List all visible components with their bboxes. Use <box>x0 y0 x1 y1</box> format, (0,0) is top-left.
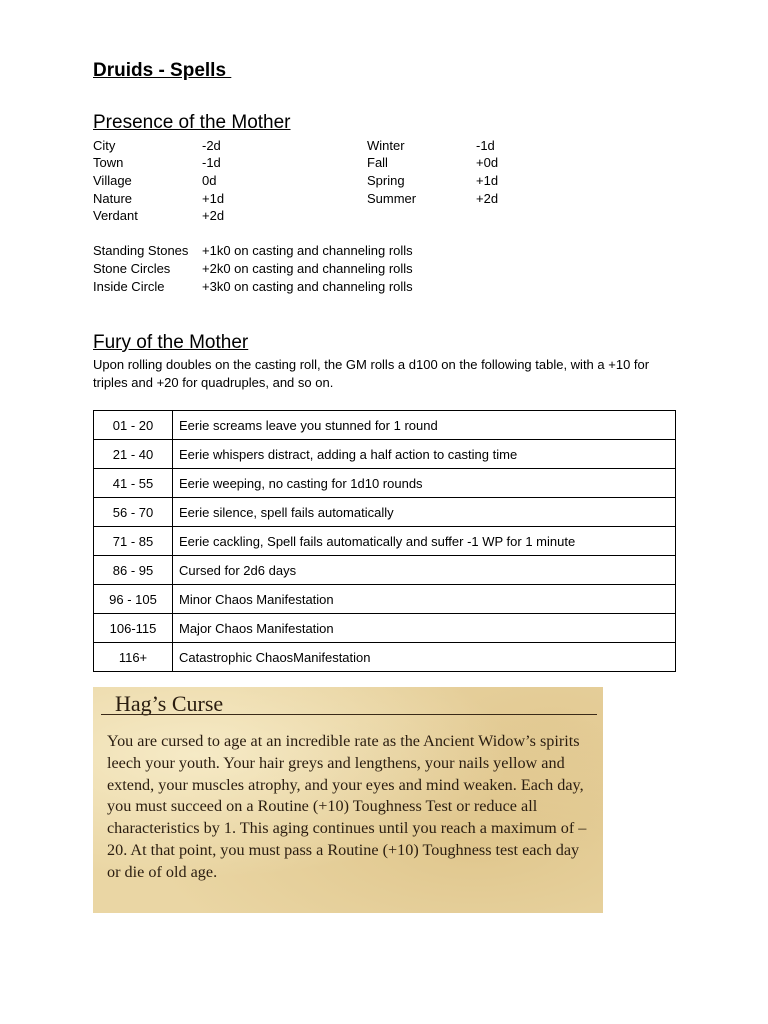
location-label: Town <box>93 155 124 170</box>
season-label: Fall <box>367 155 388 170</box>
stone-value: +1k0 on casting and channeling rolls <box>202 243 413 258</box>
season-value: +1d <box>476 173 499 188</box>
stone-label: Standing Stones <box>93 243 189 258</box>
location-value: -2d <box>202 138 221 153</box>
season-value: +0d <box>476 155 499 170</box>
stone-label: Stone Circles <box>93 261 171 276</box>
location-value: +1d <box>202 191 225 206</box>
presence-heading: Presence of the Mother <box>93 112 291 133</box>
location-value: -1d <box>202 155 221 170</box>
roll-range: 96 - 105 <box>94 585 173 614</box>
table-row <box>94 469 676 498</box>
stone-value: +3k0 on casting and channeling rolls <box>202 279 413 294</box>
roll-range: 41 - 55 <box>94 469 173 498</box>
season-value: +2d <box>476 191 499 206</box>
roll-range: 116+ <box>94 643 173 672</box>
roll-range: 106-115 <box>94 614 173 643</box>
fury-table <box>93 410 676 672</box>
table-row <box>94 614 676 643</box>
roll-range: 56 - 70 <box>94 498 173 527</box>
fury-heading: Fury of the Mother <box>93 332 249 353</box>
location-label: Nature <box>93 191 133 206</box>
table-row <box>94 527 676 556</box>
table-row <box>94 440 676 469</box>
hags-curse-title: Hag’s Curse <box>115 691 224 716</box>
table-row <box>94 643 676 672</box>
location-label: Village <box>93 173 132 188</box>
fury-intro: Upon rolling doubles on the casting roll, the GM rolls a d100 on the following table, with a +10 for triples and +20 for quadruples, and so on. <box>93 357 650 390</box>
roll-effect: Major Chaos Manifestation <box>173 614 676 643</box>
title-rule <box>101 714 597 715</box>
table-row <box>94 585 676 614</box>
table-row <box>94 556 676 585</box>
roll-effect: Minor Chaos Manifestation <box>173 585 676 614</box>
season-label: Summer <box>367 191 417 206</box>
roll-effect: Eerie silence, spell fails automatically <box>173 498 676 527</box>
roll-effect: Eerie whispers distract, adding a half action to casting time <box>173 440 676 469</box>
season-value: -1d <box>476 138 495 153</box>
hags-curse-panel <box>93 687 603 913</box>
roll-range: 01 - 20 <box>94 411 173 440</box>
table-row <box>94 411 676 440</box>
roll-effect: Eerie cackling, Spell fails automatically and suffer -1 WP for 1 minute <box>173 527 676 556</box>
season-label: Winter <box>367 138 405 153</box>
hags-curse-body: You are cursed to age at an incredible rate as the Ancient Widow’s spirits leech your youth. Your hair greys and lengthens, your nails yellow and extend, your muscles atrophy, and your eyes and mind weaken. Each day, you must succeed on a Routine (+10) Toughness Test or reduce all characteristics by 1. This aging continues until you reach a maximum of –20. At that point, you must pass a Routine (+10) Toughness test each day or die of old age. <box>107 732 587 881</box>
location-label: Verdant <box>93 208 138 223</box>
stone-value: +2k0 on casting and channeling rolls <box>202 261 413 276</box>
roll-effect: Eerie weeping, no casting for 1d10 rounds <box>173 469 676 498</box>
location-label: City <box>93 138 116 153</box>
location-value: +2d <box>202 208 225 223</box>
roll-range: 86 - 95 <box>94 556 173 585</box>
page-title: Druids - Spells <box>93 60 232 81</box>
season-label: Spring <box>367 173 405 188</box>
roll-effect: Eerie screams leave you stunned for 1 round <box>173 411 676 440</box>
table-row <box>94 498 676 527</box>
roll-effect: Cursed for 2d6 days <box>173 556 676 585</box>
roll-effect: Catastrophic ChaosManifestation <box>173 643 676 672</box>
roll-range: 71 - 85 <box>94 527 173 556</box>
roll-range: 21 - 40 <box>94 440 173 469</box>
stone-label: Inside Circle <box>93 279 165 294</box>
location-value: 0d <box>202 173 217 188</box>
